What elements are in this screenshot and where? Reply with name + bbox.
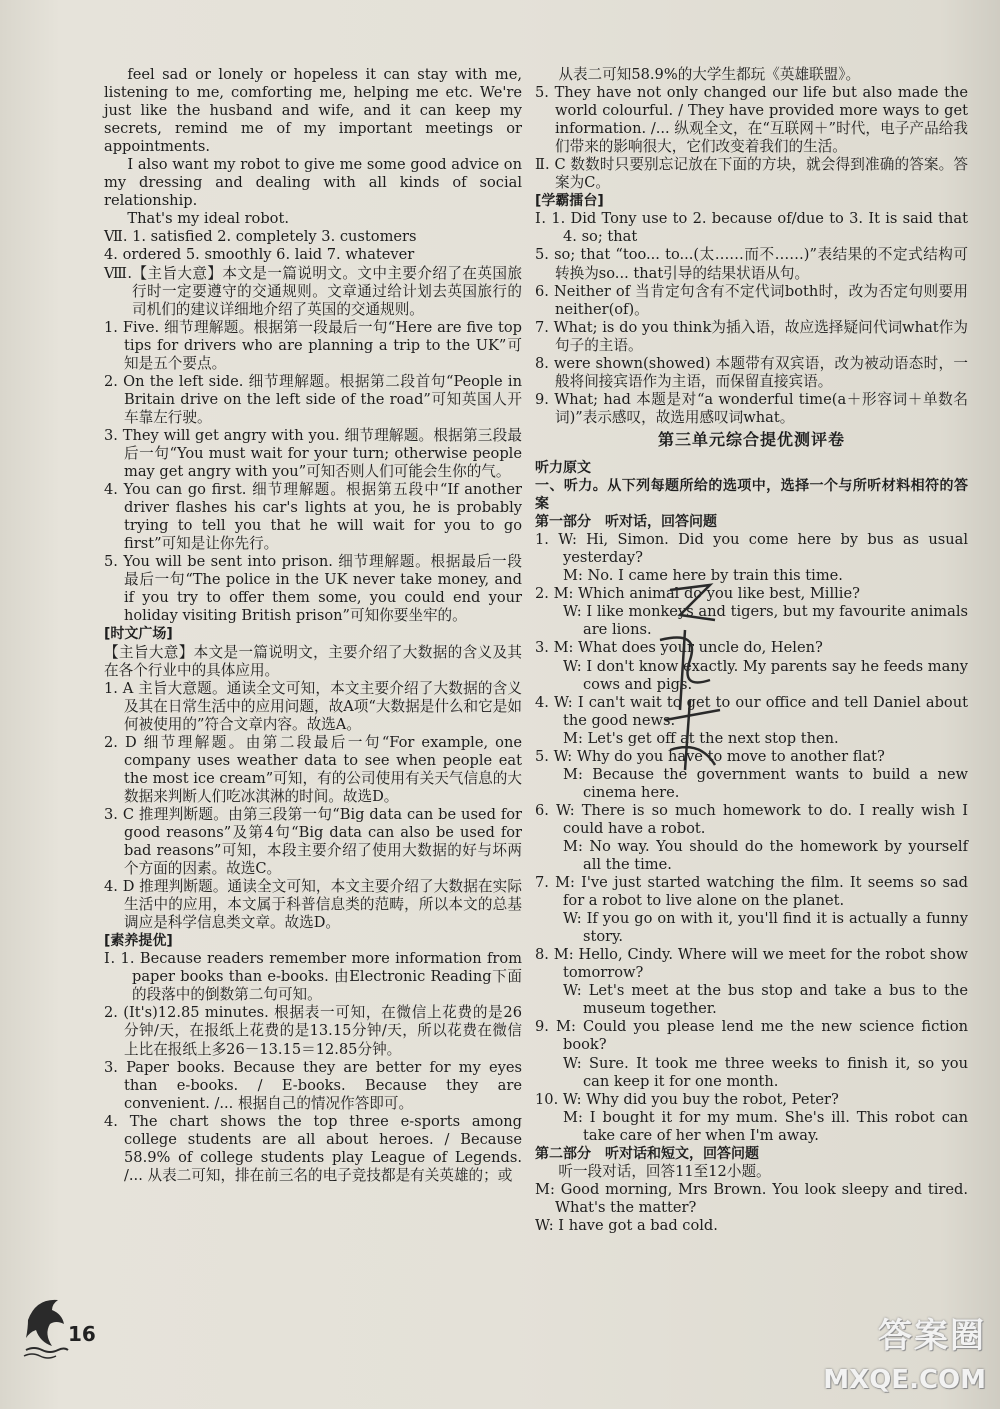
- left-paragraph: 2. (It's)12.85 minutes. 根据表一可知，在微信上花费的是26分钟/天，在报纸上花费的是13.15分钟/天，所以花费在微信上比在报纸上多26－13.15＝12.85分钟。: [104, 1004, 522, 1058]
- left-paragraph: I also want my robot to give me some good advice on my dressing and dealing with all kinds of social relationship.: [104, 156, 522, 210]
- left-paragraph: 5. You will be sent into prison. 细节理解题。根据最后一段最后一句“The police in the UK never take money, and if you try to offer them some, you could end your holiday visiting British prison”可知你要坐牢的。: [104, 553, 522, 625]
- watermark-logo: 答案圈: [878, 1316, 986, 1356]
- right-paragraph: 7. M: I've just started watching the film. It seems so sad for a robot to live alone on the planet.: [535, 874, 968, 910]
- watermark-url: MXQE.COM: [823, 1365, 986, 1395]
- right-paragraph: 2. M: Which animal do you like best, Millie?: [535, 585, 860, 603]
- right-paragraph: W: Let's meet at the bus stop and take a bus to the museum together.: [563, 982, 968, 1018]
- left-paragraph: 3. Paper books. Because they are better for my eyes than e-books. / E-books. Because they are convenient. /... 根据自己的情况作答即可。: [104, 1058, 522, 1112]
- left-paragraph: 4. ordered 5. smoothly 6. laid 7. whatever: [104, 246, 415, 264]
- right-paragraph: 第二部分 听对话和短文，回答问题: [535, 1145, 759, 1162]
- right-paragraph: M: No way. You should do the homework by yourself all the time.: [563, 837, 968, 874]
- left-paragraph: 3. They will get angry with you. 细节理解题。根据第三段最后一句“You must wait for your turn; otherwise people may get angry with you”可知否则人们可能会生你的气。: [104, 426, 522, 481]
- page-number: 16: [68, 1322, 96, 1346]
- right-paragraph: 4. W: I can't wait to get to our office and tell Daniel about the good news.: [535, 693, 968, 729]
- left-paragraph: Ⅶ. 1. satisfied 2. completely 3. customers: [104, 228, 417, 246]
- left-paragraph: [时文广场]: [104, 626, 173, 643]
- right-paragraph: M: Good morning, Mrs Brown. You look sleepy and tired. What's the matter?: [535, 1180, 968, 1216]
- right-paragraph: 8. M: Hello, Cindy. Where will we meet for the robot show tomorrow?: [535, 946, 968, 982]
- right-paragraph: [学霸擂台]: [535, 193, 604, 210]
- right-paragraph: 10. W: Why did you buy the robot, Peter?: [535, 1090, 839, 1108]
- left-paragraph: 1. Five. 细节理解题。根据第一段最后一句“Here are five top tips for drivers who are planning a trip to the UK”可知是五个要点。: [104, 318, 522, 372]
- right-paragraph: 一、听力。从下列每题所给的选项中，选择一个与所听材料相符的答案: [535, 478, 968, 513]
- right-paragraph: 9. What; had 本题是对“a wonderful time(a＋形容词＋单数名词)”表示感叹，故选用感叹词what。: [535, 390, 968, 426]
- left-paragraph: Ⅷ.【主旨大意】本文是一篇说明文。文中主要介绍了在英国旅行时一定要遵守的交通规则。文章通过给计划去英国旅行的司机们的建议详细地介绍了英国的交通规则。: [104, 264, 522, 318]
- right-paragraph: 第一部分 听对话，回答问题: [535, 514, 717, 531]
- right-paragraph: 5. They have not only changed our life but also made the world colourful. / They have provided more ways to get information. /... 纵观全文，在“互联网＋”时代，电子产品给我们带来的影响很大，它们改变着我们的生活。: [535, 84, 968, 156]
- left-paragraph: 2. On the left side. 细节理解题。根据第二段首句“People in Britain drive on the left side of the road”可知英国人开车靠左行驶。: [104, 372, 522, 426]
- right-paragraph: 8. were shown(showed) 本题带有双宾语，改为被动语态时，一般将间接宾语作为主语，而保留直接宾语。: [535, 354, 968, 390]
- right-paragraph: 7. What; is do you think为插入语，故应选择疑问代词what作为句子的主语。: [535, 318, 968, 354]
- right-paragraph: 6. W: There is so much homework to do. I really wish I could have a robot.: [535, 801, 968, 837]
- right-paragraph: W: I like monkeys and tigers, but my favourite animals are lions.: [563, 603, 968, 639]
- right-paragraph: 6. Neither of 当肯定句含有不定代词both时，改为否定句则要用neither(of)。: [535, 282, 968, 318]
- right-paragraph: 从表二可知58.9%的大学生都玩《英雄联盟》。: [558, 66, 861, 83]
- right-paragraph: M: I bought it for my mum. She's ill. This robot can take care of her when I'm away.: [563, 1108, 968, 1144]
- dolphin-logo-icon: [22, 1290, 70, 1360]
- right-paragraph: W: I don't know exactly. My parents say he feeds many cows and pigs.: [563, 657, 968, 693]
- left-paragraph: 4. The chart shows the top three e-sports among college students are all about heroes. / Because 58.9% of college students play League of Legends. /... 从表二可知，排在前三名的电子竞技都是有关英雄的；或: [104, 1112, 522, 1184]
- left-paragraph: [素养提优]: [104, 933, 173, 950]
- right-paragraph: W: Sure. It took me three weeks to finish it, so you can keep it for one month.: [563, 1054, 968, 1090]
- right-paragraph: Ⅱ. C 数数时只要别忘记放在下面的方块，就会得到准确的答案。答案为C。: [535, 156, 968, 192]
- right-paragraph: 听力原文: [535, 459, 591, 476]
- left-paragraph: feel sad or lonely or hopeless it can stay with me, listening to me, comforting me, helping me etc. We're just like the husband and wife, and it can keep my secrets, remind me of my important meetings or appointments.: [104, 66, 522, 156]
- right-paragraph: 第三单元综合提优测评卷: [657, 429, 845, 449]
- left-column: [104, 66, 522, 1185]
- right-paragraph: 9. M: Could you please lend me the new science fiction book?: [535, 1018, 968, 1054]
- right-paragraph: 5. so; that “too... to...(太……而不……)”表结果的不定式结构可转换为so... that引导的结果状语从句。: [535, 246, 968, 282]
- right-paragraph: M: No. I came here by train this time.: [563, 567, 843, 585]
- left-paragraph: 【主旨大意】本文是一篇说明文，主要介绍了大数据的含义及其在各个行业中的具体应用。: [104, 643, 522, 679]
- left-paragraph: 3. C 推理判断题。由第三段第一句“Big data can be used for good reasons”及第4句“Big data can also be used for bad reasons”可知，本段主要介绍了使用大数据的好与坏两个方面的因素。故选C。: [104, 805, 522, 878]
- right-paragraph: 5. W: Why do you have to move to another flat?: [535, 747, 885, 765]
- left-paragraph: 2. D 细节理解题。由第二段最后一句“For example, one company uses weather data to see when people eat the most ice cream”可知，有的公司使用有关天气信息的大数据来判断人们吃冰淇淋的时间。故选D。: [104, 733, 522, 805]
- right-paragraph: M: Because the government wants to build a new cinema here.: [563, 765, 968, 801]
- right-paragraph: W: If you go on with it, you'll find it is actually a funny story.: [563, 910, 968, 946]
- left-paragraph: 1. A 主旨大意题。通读全文可知，本文主要介绍了大数据的含义及其在日常生活中的应用问题，故A项“大数据是什么和它是如何被使用的”符合文章内容。故选A。: [104, 679, 522, 733]
- right-paragraph: 听一段对话，回答11至12小题。: [558, 1162, 771, 1180]
- right-paragraph: M: Let's get off at the next stop then.: [563, 729, 839, 747]
- right-paragraph: W: I have got a bad cold.: [535, 1216, 718, 1234]
- right-paragraph: Ⅰ. 1. Did Tony use to 2. because of/due to 3. It is said that 4. so; that: [535, 210, 968, 246]
- right-column: [535, 66, 968, 1235]
- left-paragraph: That's my ideal robot.: [127, 210, 289, 228]
- left-paragraph: 4. D 推理判断题。通读全文可知，本文主要介绍了大数据在实际生活中的应用，本文属于科普信息类的范畴，所以本文的总基调应是科学信息类文章。故选D。: [104, 878, 522, 932]
- right-paragraph: 1. W: Hi, Simon. Did you come here by bus as usual yesterday?: [535, 531, 968, 567]
- right-paragraph: 3. M: What does your uncle do, Helen?: [535, 639, 823, 657]
- left-paragraph: Ⅰ. 1. Because readers remember more information from paper books than e-books. 由Electronic Reading下面的段落中的倒数第二句可知。: [104, 950, 522, 1004]
- left-paragraph: 4. You can go first. 细节理解题。根据第五段中“If another driver flashes his car's lights at you, he is probably trying to tell you that he will wait for you to go first”可知是让你先行。: [104, 481, 522, 553]
